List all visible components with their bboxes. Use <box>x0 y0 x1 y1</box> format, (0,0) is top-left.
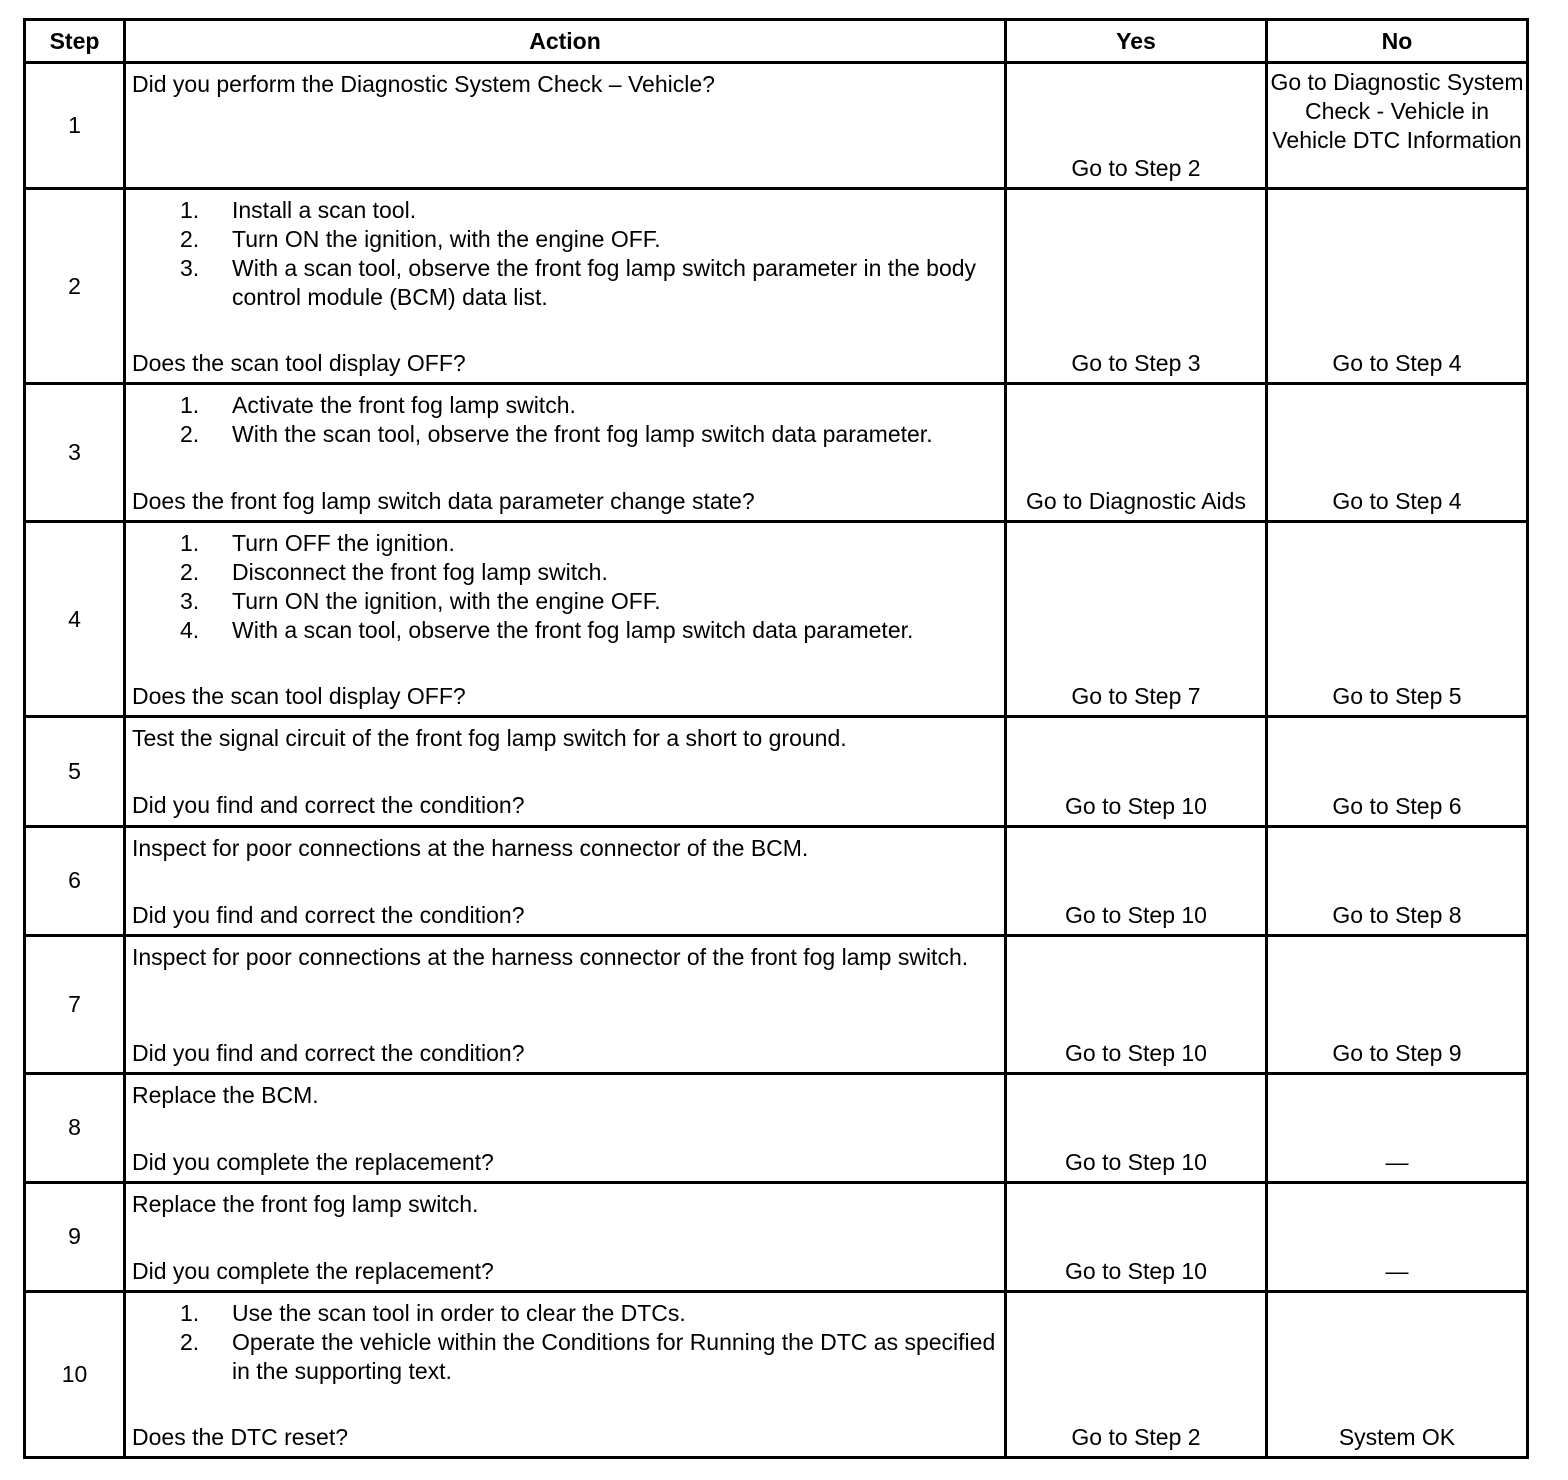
action-description: Test the signal circuit of the front fog lamp switch for a short to ground. <box>132 725 847 752</box>
substep-text: Activate the front fog lamp switch. <box>232 392 576 419</box>
action-description: Inspect for poor connections at the harness connector of the front fog lamp switch. <box>132 943 969 970</box>
no-result: Go to Step 8 <box>1267 826 1528 935</box>
yes-result: Go to Step 10 <box>1006 826 1267 935</box>
action-cell <box>125 935 1006 1073</box>
step-number: 3 <box>25 384 125 522</box>
header-no: No <box>1267 20 1528 63</box>
header-step: Step <box>25 20 125 63</box>
no-result: Go to Diagnostic System Check - Vehicle in Vehicle DTC Information <box>1267 63 1528 189</box>
table-row <box>25 1182 1528 1291</box>
action-description: Inspect for poor connections at the harness connector of the BCM. <box>132 834 809 861</box>
table-row <box>25 1291 1528 1457</box>
no-result: — <box>1267 1182 1528 1291</box>
diagnostic-table <box>23 18 1529 1459</box>
step-number: 6 <box>25 826 125 935</box>
substep-number: 2. <box>180 559 200 586</box>
substep-text: Turn OFF the ignition. <box>232 530 455 557</box>
yes-result: Go to Step 2 <box>1006 63 1267 189</box>
substep-text: Use the scan tool in order to clear the DTCs. <box>232 1299 686 1326</box>
substep-number: 1. <box>180 392 200 419</box>
action-description: Did you perform the Diagnostic System Check – Vehicle? <box>132 71 715 97</box>
substep-list <box>132 196 998 312</box>
action-cell <box>125 63 1006 189</box>
action-question: Did you find and correct the condition? <box>132 1039 525 1066</box>
yes-result: Go to Step 10 <box>1006 1073 1267 1182</box>
table-row <box>25 384 1528 522</box>
no-result: Go to Step 6 <box>1267 717 1528 826</box>
yes-result: Go to Diagnostic Aids <box>1006 384 1267 522</box>
action-cell <box>125 1182 1006 1291</box>
table-row <box>25 935 1528 1073</box>
no-result: System OK <box>1267 1291 1528 1457</box>
substep-number: 3. <box>180 588 200 615</box>
step-number: 1 <box>25 63 125 189</box>
action-cell <box>125 1073 1006 1182</box>
table-row <box>25 1073 1528 1182</box>
action-description: Replace the BCM. <box>132 1081 319 1108</box>
substep-item <box>132 1328 998 1386</box>
action-question: Does the scan tool display OFF? <box>132 683 466 710</box>
substep-text: With a scan tool, observe the front fog lamp switch data parameter. <box>232 617 914 644</box>
substep-number: 4. <box>180 617 200 644</box>
action-question: Did you find and correct the condition? <box>132 792 525 819</box>
action-question: Does the front fog lamp switch data parameter change state? <box>132 488 755 515</box>
yes-result: Go to Step 7 <box>1006 522 1267 717</box>
substep-item <box>132 1299 998 1328</box>
action-question: Did you complete the replacement? <box>132 1148 494 1175</box>
yes-result: Go to Step 10 <box>1006 717 1267 826</box>
action-question: Does the DTC reset? <box>132 1423 349 1450</box>
action-description: Replace the front fog lamp switch. <box>132 1190 479 1217</box>
yes-result: Go to Step 10 <box>1006 935 1267 1073</box>
action-cell <box>125 189 1006 384</box>
substep-item <box>132 225 998 254</box>
table-row <box>25 63 1528 189</box>
action-cell <box>125 826 1006 935</box>
substep-list <box>132 529 998 645</box>
step-number: 8 <box>25 1073 125 1182</box>
substep-item <box>132 529 998 558</box>
substep-item <box>132 196 998 225</box>
no-result: — <box>1267 1073 1528 1182</box>
table-body <box>25 63 1528 1458</box>
header-action: Action <box>125 20 1006 63</box>
no-result: Go to Step 4 <box>1267 189 1528 384</box>
yes-result: Go to Step 3 <box>1006 189 1267 384</box>
action-cell <box>125 1291 1006 1457</box>
header-row <box>25 20 1528 63</box>
step-number: 4 <box>25 522 125 717</box>
substep-text: Turn ON the ignition, with the engine OFF. <box>232 226 661 253</box>
no-result: Go to Step 4 <box>1267 384 1528 522</box>
substep-text: With a scan tool, observe the front fog lamp switch parameter in the body control module (BCM) data list. <box>232 255 977 311</box>
substep-number: 1. <box>180 530 200 557</box>
step-number: 10 <box>25 1291 125 1457</box>
substep-text: With the scan tool, observe the front fog lamp switch data parameter. <box>232 421 933 448</box>
yes-result: Go to Step 2 <box>1006 1291 1267 1457</box>
action-question: Did you find and correct the condition? <box>132 901 525 928</box>
substep-item <box>132 558 998 587</box>
no-result: Go to Step 5 <box>1267 522 1528 717</box>
substep-number: 1. <box>180 197 200 224</box>
table-row <box>25 189 1528 384</box>
substep-number: 2. <box>180 1328 200 1355</box>
step-number: 5 <box>25 717 125 826</box>
substep-item <box>132 254 998 312</box>
substep-text: Disconnect the front fog lamp switch. <box>232 559 608 586</box>
substep-text: Install a scan tool. <box>232 197 417 224</box>
substep-list <box>132 391 998 449</box>
substep-number: 2. <box>180 226 200 253</box>
step-number: 7 <box>25 935 125 1073</box>
substep-text: Operate the vehicle within the Conditions for Running the DTC as specified in the supporting text. <box>232 1328 996 1384</box>
step-number: 9 <box>25 1182 125 1291</box>
substep-item <box>132 616 998 645</box>
substep-number: 3. <box>180 255 200 282</box>
substep-item <box>132 420 998 449</box>
substep-item <box>132 587 998 616</box>
action-question: Does the scan tool display OFF? <box>132 350 466 377</box>
no-result: Go to Step 9 <box>1267 935 1528 1073</box>
substep-list <box>132 1299 998 1386</box>
table-row <box>25 522 1528 717</box>
substep-item <box>132 391 998 420</box>
table-row <box>25 717 1528 826</box>
substep-number: 1. <box>180 1299 200 1326</box>
yes-result: Go to Step 10 <box>1006 1182 1267 1291</box>
action-cell <box>125 717 1006 826</box>
action-cell <box>125 522 1006 717</box>
header-yes: Yes <box>1006 20 1267 63</box>
step-number: 2 <box>25 189 125 384</box>
substep-number: 2. <box>180 421 200 448</box>
action-question: Did you complete the replacement? <box>132 1257 494 1284</box>
action-cell <box>125 384 1006 522</box>
substep-text: Turn ON the ignition, with the engine OFF. <box>232 588 661 615</box>
table-row <box>25 826 1528 935</box>
